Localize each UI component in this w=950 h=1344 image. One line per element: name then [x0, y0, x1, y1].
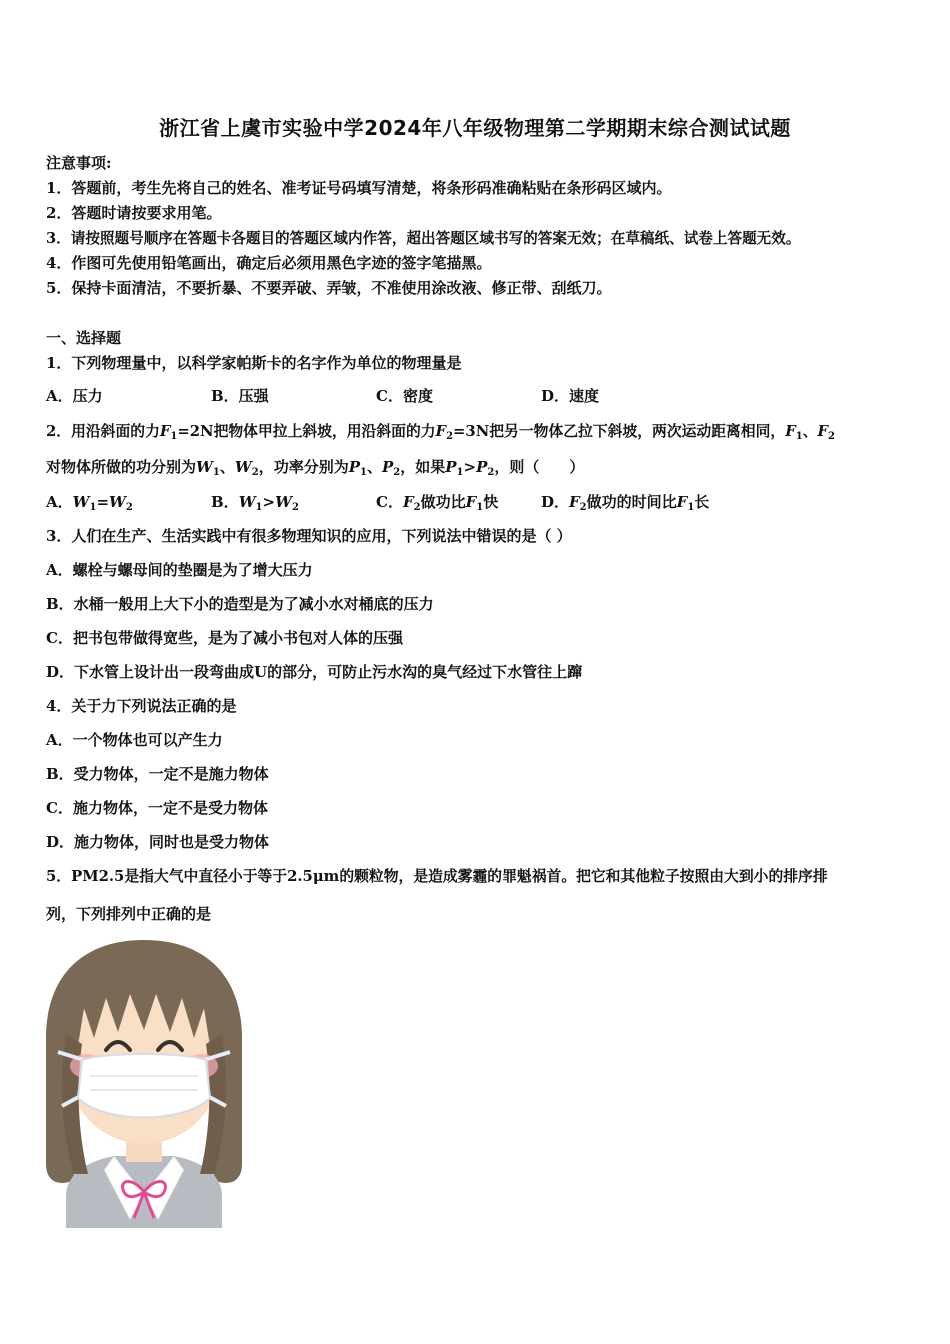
option-b: B．水桶一般用上大下小的造型是为了减小水对桶底的压力 — [46, 595, 434, 613]
notes-item: 2．答题时请按要求用笔。 — [46, 204, 222, 222]
option-b: B．受力物体，一定不是施力物体 — [46, 765, 269, 783]
option-b: B．压强 — [211, 387, 269, 405]
question-4-stem: 4．关于力下列说法正确的是 — [46, 697, 237, 715]
option-c: C．把书包带做得宽些，是为了减小书包对人体的压强 — [46, 629, 403, 647]
question-2-stem-line2: 对物体所做的功分别为$W_1$、$W_2$，功率分别为$P_1$、$P_2$，如果$P_1>P_2$，则（ ） — [46, 458, 585, 478]
option-a: A．螺栓与螺母间的垫圈是为了增大压力 — [46, 561, 313, 579]
notes-item: 5．保持卡面清洁，不要折暴、不要弄破、弄皱，不准使用涂改液、修正带、刮纸刀。 — [46, 279, 612, 297]
notes-heading: 注意事项: — [46, 154, 112, 172]
option-c: C．施力物体，一定不是受力物体 — [46, 799, 268, 817]
option-c: C．密度 — [376, 387, 433, 405]
option-d: D．$F_2$做功的时间比$F_1$长 — [541, 493, 710, 513]
question-1-stem: 1．下列物理量中，以科学家帕斯卡的名字作为单位的物理量是 — [46, 354, 462, 372]
page-title: 浙江省上虞市实验中学2024年八年级物理第二学期期末综合测试试题 — [159, 116, 791, 140]
question-2-stem-line1: 2．用沿斜面的力$F_1=2N$把物体甲拉上斜坡，用沿斜面的力$F_2=3N$把另一物体乙拉下斜坡，两次运动距离相同，$F_1$、$F_2$ — [46, 423, 835, 442]
question-5-stem-line1: 5．PM2.5是指大气中直径小于等于2.5μm的颗粒物，是造成雾霾的罪魁祸首。把它和其他粒子按照由大到小的排序排 — [46, 868, 828, 885]
question-5-stem-line2: 列，下列排列中正确的是 — [46, 905, 212, 923]
question-3-stem: 3．人们在生产、生活实践中有很多物理知识的应用，下列说法中错误的是（ ） — [46, 527, 572, 545]
option-a: A．压力 — [46, 387, 103, 405]
option-c: C．$F_2$做功比$F_1$快 — [376, 493, 499, 513]
section-heading: 一、选择题 — [46, 329, 122, 347]
notes-item: 1．答题前，考生先将自己的姓名、准考证号码填写清楚，将条形码准确粘贴在条形码区域内。 — [46, 179, 672, 197]
option-b: B．$W_1>W_2$ — [211, 493, 299, 513]
option-d: D．下水管上设计出一段弯曲成U的部分，可防止污水沟的臭气经过下水管往上蹿 — [46, 663, 583, 681]
option-a: A．$W_1=W_2$ — [46, 493, 133, 513]
girl-with-mask-illustration — [44, 934, 244, 1228]
option-d: D．速度 — [541, 387, 600, 405]
notes-item: 4．作图可先使用铅笔画出，确定后必须用黑色字迹的签字笔描黑。 — [46, 254, 492, 272]
notes-item: 3．请按照题号顺序在答题卡各题目的答题区域内作答，超出答题区域书写的答案无效；在草稿纸、试卷上答题无效。 — [46, 230, 801, 247]
option-d: D．施力物体，同时也是受力物体 — [46, 833, 270, 851]
option-a: A．一个物体也可以产生力 — [46, 731, 223, 749]
